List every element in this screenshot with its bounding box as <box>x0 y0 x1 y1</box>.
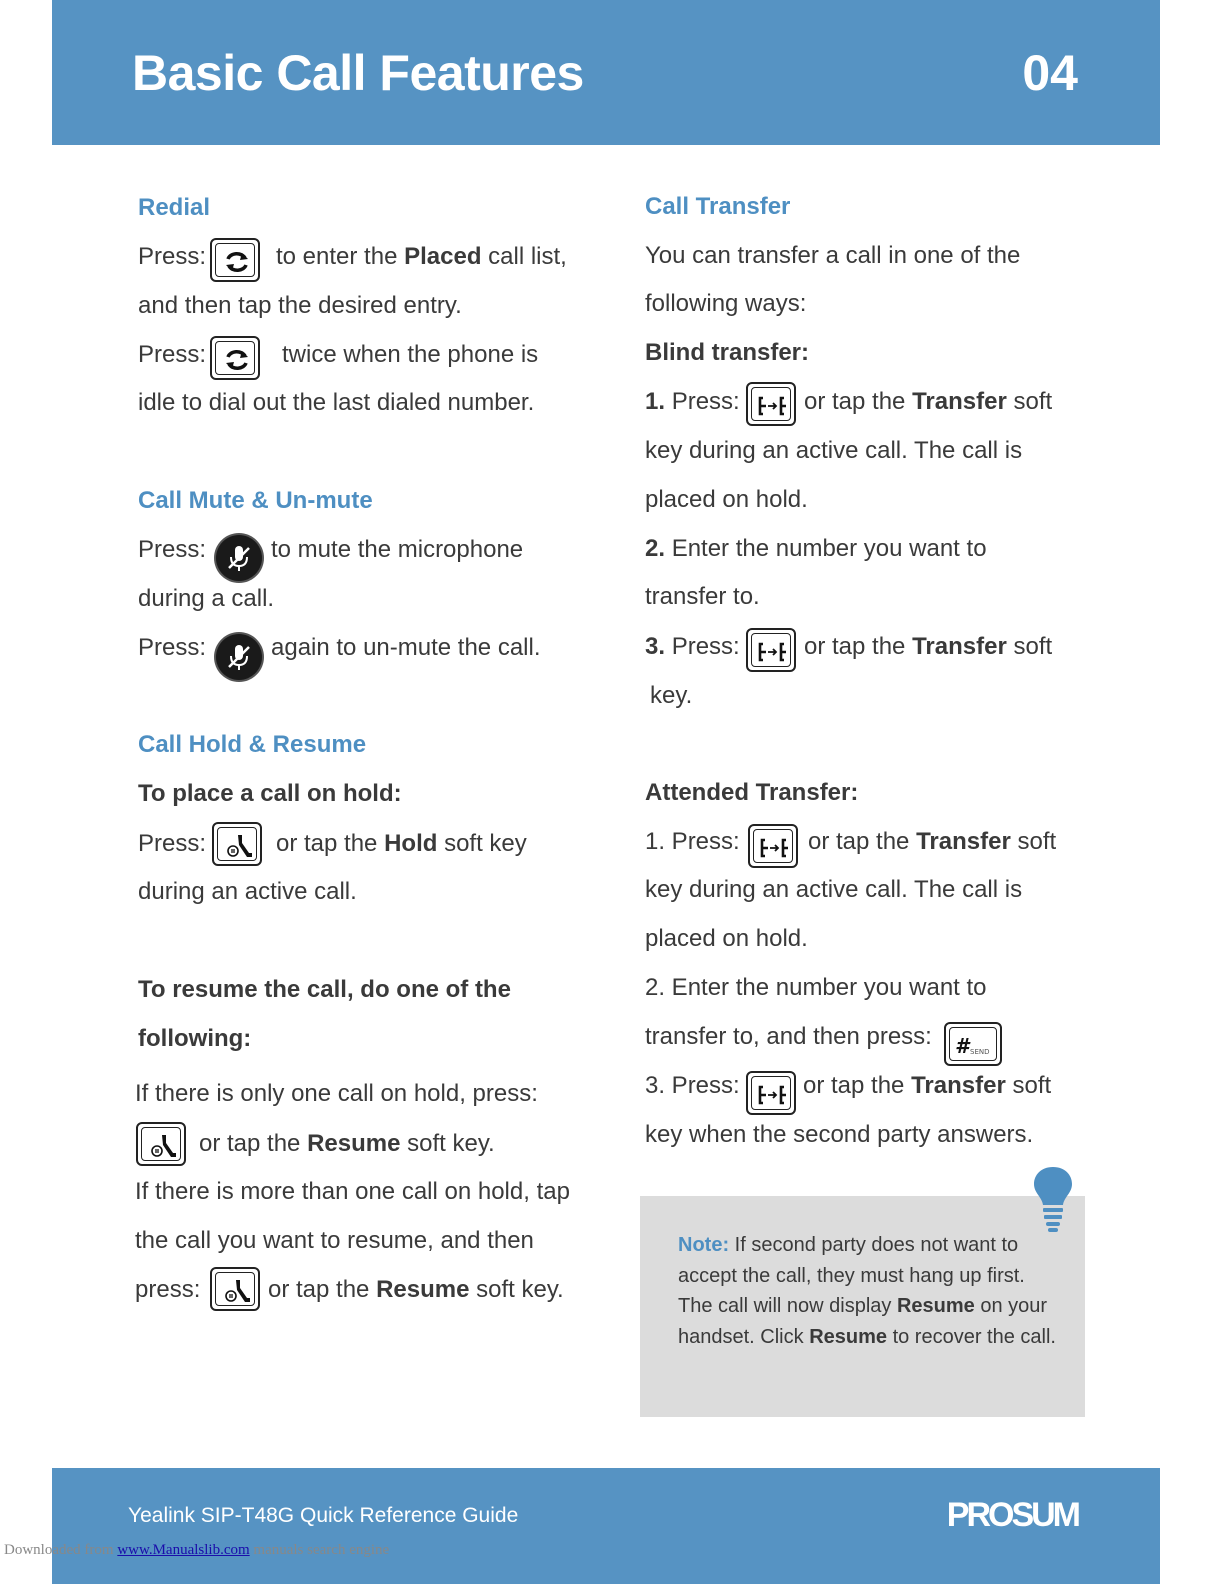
transfer-icon <box>746 382 796 426</box>
redial-text: twice when the phone is <box>282 341 539 368</box>
transfer-text: 2. Enter the number you want to <box>645 974 987 1001</box>
transfer-text: 3. Press: <box>645 633 740 660</box>
transfer-heading: Call Transfer <box>645 193 791 220</box>
transfer-text: key when the second party answers. <box>645 1121 1034 1148</box>
redial-icon <box>210 336 260 380</box>
hold-text: during an active call. <box>138 878 357 905</box>
note-box <box>640 1196 1085 1417</box>
mute-heading: Call Mute & Un-mute <box>138 487 373 514</box>
hold-icon <box>210 1267 260 1311</box>
lightbulb-icon <box>1030 1164 1076 1234</box>
hold-text: or tap the Resume soft key. <box>199 1130 495 1157</box>
transfer-text: key. <box>650 682 693 709</box>
transfer-text: or tap the Transfer soft <box>808 828 1057 855</box>
hold-icon <box>212 822 262 866</box>
transfer-text: placed on hold. <box>645 925 808 952</box>
hold-text: Press: <box>138 830 207 857</box>
transfer-text: following ways: <box>645 290 807 317</box>
transfer-text: 2. Enter the number you want to <box>645 535 987 562</box>
transfer-text: transfer to. <box>645 583 760 610</box>
transfer-icon <box>746 628 796 672</box>
transfer-text: transfer to, and then press: <box>645 1023 932 1050</box>
send-key-icon <box>944 1022 1002 1066</box>
manualslib-link[interactable]: www.Manualslib.com <box>117 1542 250 1558</box>
transfer-text: 3. Press: <box>645 1072 740 1099</box>
mute-text: to mute the microphone <box>271 536 524 563</box>
redial-text: to enter the Placed call list, <box>276 243 567 270</box>
page-footer <box>52 1468 1160 1584</box>
hold-heading: Call Hold & Resume <box>138 731 367 758</box>
footer-guide-title: Yealink SIP-T48G Quick Reference Guide <box>128 1504 519 1527</box>
hold-subheading: To place a call on hold: <box>138 780 402 807</box>
transfer-icon <box>746 1071 796 1115</box>
transfer-text: You can transfer a call in one of the <box>645 242 1021 269</box>
mute-text: again to un-mute the call. <box>271 634 541 661</box>
transfer-text: 1. Press: <box>645 388 740 415</box>
hold-text: or tap the Resume soft key. <box>268 1276 564 1303</box>
mute-text: Press: <box>138 634 207 661</box>
brand-logo: PROSUM <box>946 1496 1078 1534</box>
mute-text: during a call. <box>138 585 275 612</box>
page-number: 04 <box>1022 45 1078 101</box>
transfer-text: or tap the Transfer soft <box>803 1072 1052 1099</box>
page-title: Basic Call Features <box>132 45 584 101</box>
transfer-icon <box>748 824 798 868</box>
hold-subheading: To resume the call, do one of the <box>138 976 511 1003</box>
download-watermark: Downloaded from www.Manualslib.com manuals search engine <box>4 1542 390 1558</box>
redial-text: Press: <box>138 243 207 270</box>
transfer-text: placed on hold. <box>645 486 808 513</box>
hold-icon <box>136 1122 186 1166</box>
hold-text: If there is only one call on hold, press: <box>135 1080 538 1107</box>
transfer-text: or tap the Transfer soft <box>804 633 1053 660</box>
transfer-text: or tap the Transfer soft <box>804 388 1053 415</box>
hold-subheading: following: <box>138 1025 252 1052</box>
transfer-subheading: Attended Transfer: <box>645 779 859 806</box>
svg-text:SEND: SEND <box>970 1048 990 1056</box>
hold-text: the call you want to resume, and then <box>135 1227 534 1254</box>
hold-text: If there is more than one call on hold, tap <box>135 1178 570 1205</box>
transfer-text: key during an active call. The call is <box>645 437 1023 464</box>
mute-icon <box>216 634 262 680</box>
hold-text: or tap the Hold soft key <box>276 830 527 857</box>
redial-text: idle to dial out the last dialed number. <box>138 389 535 416</box>
redial-icon <box>210 238 260 282</box>
mute-icon <box>216 535 262 581</box>
mute-text: Press: <box>138 536 207 563</box>
svg-text:#: # <box>955 1034 969 1058</box>
page-header <box>52 0 1160 145</box>
transfer-text: 1. Press: <box>645 828 740 855</box>
redial-text: and then tap the desired entry. <box>138 292 462 319</box>
redial-heading: Redial <box>138 194 211 221</box>
hold-text: press: <box>135 1276 201 1303</box>
note-text: Note: If second party does not want to accept the call, they must hang up first. The call will now display Resume on your handset. Click Resume to recover the call. <box>678 1234 1056 1348</box>
transfer-text: key during an active call. The call is <box>645 876 1023 903</box>
transfer-subheading: Blind transfer: <box>645 339 810 366</box>
redial-text: Press: <box>138 341 207 368</box>
